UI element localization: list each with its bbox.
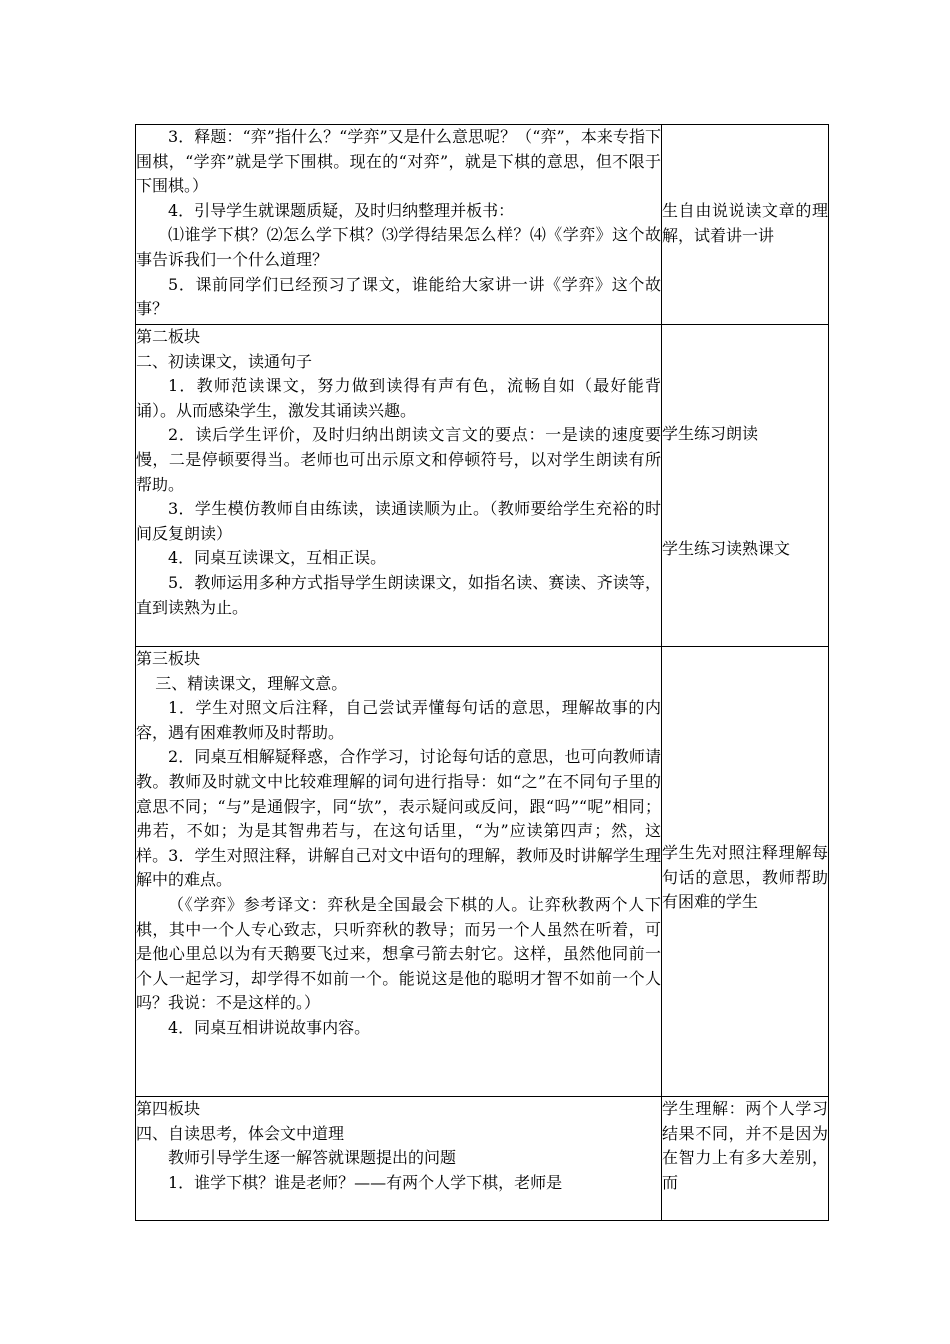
student-activity-cell (662, 325, 829, 647)
table-row (136, 647, 829, 1097)
paragraph: ⑴谁学下棋？⑵怎么学下棋？⑶学得结果怎么样？⑷《学弈》这个故事告诉我们一个什么道理？ (136, 225, 661, 269)
section-heading: 第二板块 (136, 327, 201, 346)
section-heading: 第四板块 (136, 1099, 201, 1118)
paragraph: 3．释题：“弈”指什么？“学弈”又是什么意思呢？（“弈”，本来专指下围棋，“学弈”就是学下围棋。现在的“对弈”，就是下棋的意思，但不限于下围棋。） (136, 127, 661, 196)
paragraph: 4．同桌互读课文，互相正误。 (168, 548, 387, 568)
paragraph: 2．读后学生评价，及时归纳出朗读文言文的要点：一是读的速度要慢，二是停顿要得当。老师也可出示原文和停顿符号，以对学生朗读有所帮助。 (136, 425, 661, 494)
student-activity-cell (662, 125, 829, 325)
teaching-content-cell (136, 325, 662, 647)
table-row (136, 325, 829, 647)
paragraph: 1．教师范读课文，努力做到读得有声有色，流畅自如（最好能背诵）。从而感染学生，激发其诵读兴趣。 (136, 376, 661, 420)
paragraph: 1．谁学下棋？谁是老师？——有两个人学下棋，老师是 (168, 1172, 563, 1192)
section-heading: 第三板块 (136, 649, 201, 668)
activity-note: 学生理解：两个人学习结果不同，并不是因为在智力上有多大差别，而 (662, 1099, 828, 1192)
teaching-content-cell (136, 125, 662, 325)
student-activity-cell (662, 1097, 829, 1221)
section-subheading: 三、精读课文，理解文意。 (155, 673, 348, 693)
paragraph: 5．课前同学们已经预习了课文，谁能给大家讲一讲《学弈》这个故事？ (136, 274, 661, 319)
paragraph: 4．引导学生就课题质疑，及时归纳整理并板书： (168, 200, 515, 220)
activity-note: 学生练习读熟课文 (662, 538, 791, 558)
table-row (136, 1097, 829, 1221)
section-subheading: 二、初读课文，读通句子 (136, 351, 313, 371)
paragraph: 1．学生对照文后注释，自己尝试弄懂每句话的意思，理解故事的内容，遇有困难教师及时帮助。 (136, 698, 661, 742)
teaching-content-cell (136, 1097, 662, 1221)
table-row (136, 125, 829, 325)
paragraph: （《学弈》参考译文：弈秋是全国最会下棋的人。让弈秋教两个人下棋，其中一个人专心致志，只听弈秋的教导；而另一个人虽然在听着，可是他心里总以为有天鹅要飞过来，想拿弓箭去射它。这样，虽然他同前一个人一起学习，却学得不如前一个。能说这是他的聪明才智不如前一个人吗？我说：不是这样的。） (136, 894, 661, 1013)
student-activity-cell (662, 647, 829, 1097)
paragraph: 4．同桌互相讲说故事内容。 (168, 1017, 371, 1037)
activity-note: 生自由说说读文章的理解，试着讲一讲 (662, 201, 828, 245)
paragraph: 教师引导学生逐一解答就课题提出的问题 (168, 1148, 457, 1168)
paragraph: 3．学生模仿教师自由练读，读通读顺为止。（教师要给学生充裕的时间反复朗读） (136, 499, 661, 543)
teaching-content-cell (136, 647, 662, 1097)
lesson-plan-table (135, 124, 829, 1221)
paragraph: 2．同桌互相解疑释惑，合作学习，讨论每句话的意思，也可向教师请教。教师及时就文中比较难理解的词句进行指导：如“之”在不同句子里的意思不同；“与”是通假字，同“欤”，表示疑问或反问，跟“吗”“呢”相同；弗若，不如；为是其智弗若与，在这句话里，“为”应读第四声；然，这样。3．学生对照注释，讲解自己对文中语句的理解，教师及时讲解学生理解中的难点。 (136, 747, 661, 890)
paragraph: 5．教师运用多种方式指导学生朗读课文，如指名读、赛读、齐读等，直到读熟为止。 (136, 572, 661, 617)
section-subheading: 四、自读思考，体会文中道理 (136, 1123, 345, 1143)
activity-note: 学生练习朗读 (662, 424, 759, 443)
activity-note: 学生先对照注释理解每句话的意思，教师帮助有困难的学生 (662, 843, 828, 912)
